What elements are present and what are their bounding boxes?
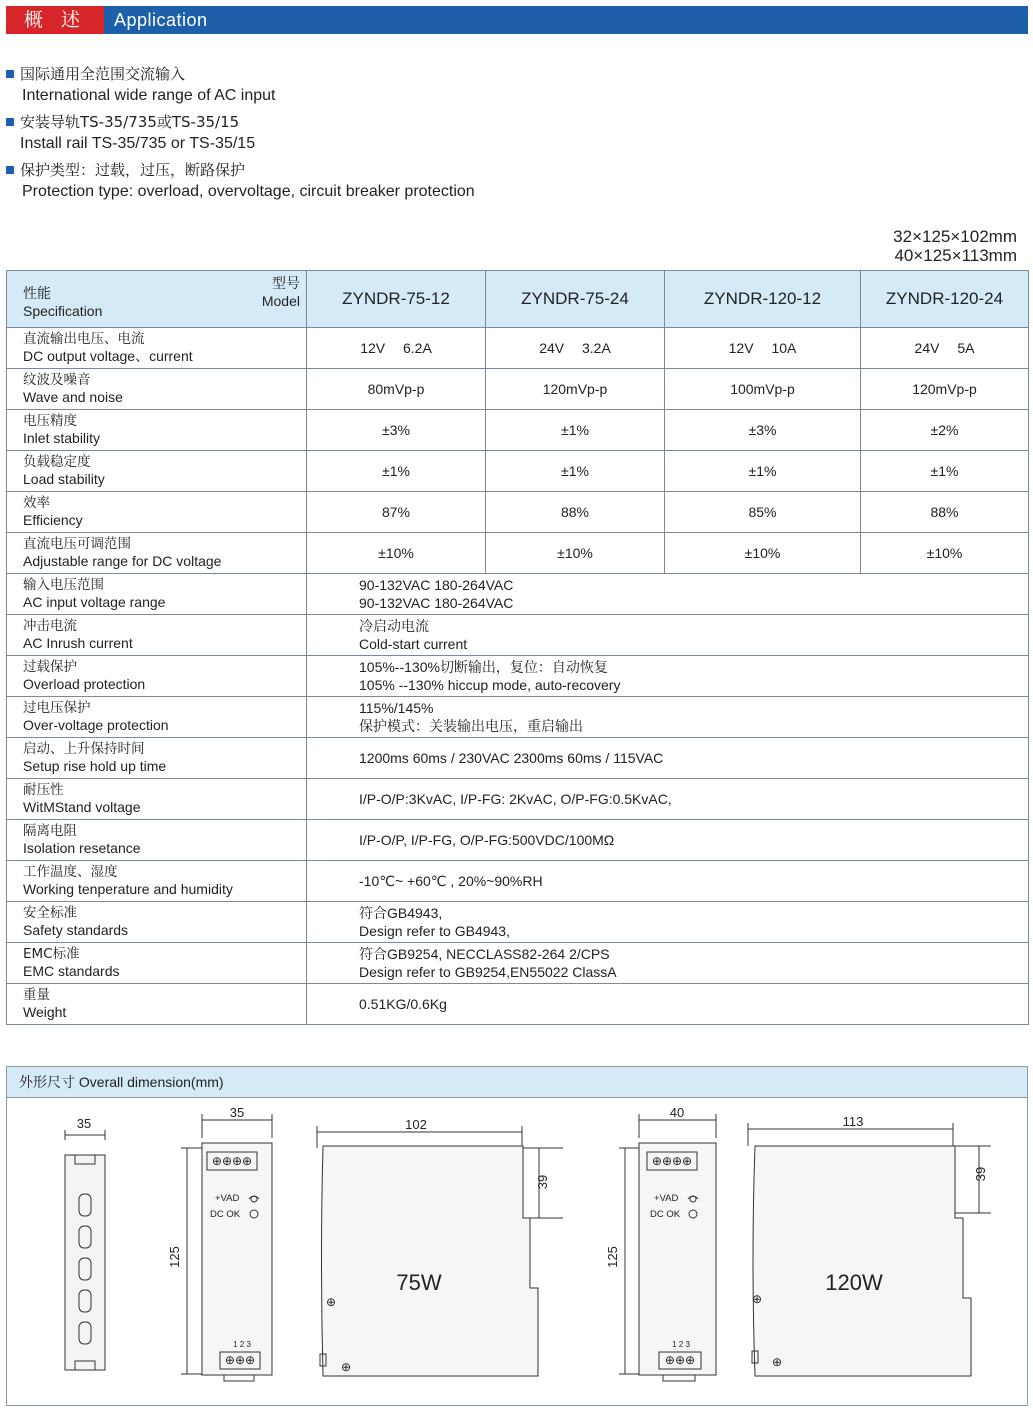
dimension-panel <box>6 1066 1028 1406</box>
svg-text:35: 35 <box>229 1105 245 1120</box>
table-cell: 80mVp-p <box>307 369 486 410</box>
svg-text:⊕: ⊕ <box>326 1295 337 1309</box>
table-cell: ±1% <box>486 451 665 492</box>
feature-3: 保护类型：过载，过压，断路保护 Protection type: overload, overvoltage, circuit breaker protection <box>6 160 475 202</box>
spec-table <box>6 270 1029 1025</box>
table-row <box>7 451 1029 492</box>
table-row <box>7 820 1029 861</box>
table-cell: 88% <box>486 492 665 533</box>
section-header <box>6 6 1028 34</box>
table-cell: 符合GB4943, Design refer to GB4943, <box>307 902 1029 943</box>
bullet-icon <box>6 118 14 126</box>
row-label: 输入电压范围 AC input voltage range <box>7 574 307 615</box>
row-label: 安全标准 Safety standards <box>7 902 307 943</box>
svg-text:⊕⊕⊕: ⊕⊕⊕ <box>664 1353 696 1367</box>
row-label: 直流输出电压、电流 DC output voltage、current <box>7 328 307 369</box>
svg-text:125: 125 <box>605 1246 620 1268</box>
table-row <box>7 492 1029 533</box>
table-row <box>7 697 1029 738</box>
section-header-zh: 概 述 <box>6 6 104 34</box>
row-label: 纹波及噪音 Wave and noise <box>7 369 307 410</box>
feature-1: 国际通用全范围交流输入 International wide range of AC input <box>6 64 276 106</box>
table-cell: 85% <box>665 492 861 533</box>
label-75w: 75W <box>396 1270 442 1295</box>
table-cell: 105%--130%切断输出，复位：自动恢复 105% --130% hiccup mode, auto-recovery <box>307 656 1029 697</box>
svg-text:+VAD: +VAD <box>654 1193 679 1204</box>
svg-text:⊕: ⊕ <box>772 1355 783 1369</box>
row-label: 负载稳定度 Load stability <box>7 451 307 492</box>
svg-text:⊕⊕⊕: ⊕⊕⊕ <box>224 1353 256 1367</box>
table-row <box>7 943 1029 984</box>
table-row <box>7 902 1029 943</box>
table-cell: 冷启动电流 Cold-start current <box>307 615 1029 656</box>
table-row <box>7 574 1029 615</box>
table-cell: 0.51KG/0.6Kg <box>307 984 1029 1025</box>
table-corner: 性能 Specification 型号 Model <box>7 271 307 328</box>
row-label: 电压精度 Inlet stability <box>7 410 307 451</box>
table-cell: ±10% <box>861 533 1029 574</box>
row-label: 过电压保护 Over-voltage protection <box>7 697 307 738</box>
din-rail-drawing <box>65 1116 105 1370</box>
section-header-en: Application <box>114 10 208 30</box>
table-row <box>7 410 1029 451</box>
table-cell: ±1% <box>307 451 486 492</box>
table-cell: 88% <box>861 492 1029 533</box>
table-cell: ±1% <box>861 451 1029 492</box>
row-label: EMC标准 EMC standards <box>7 943 307 984</box>
table-cell: 24V 3.2A <box>486 328 665 369</box>
table-row <box>7 984 1029 1025</box>
table-cell: ±10% <box>665 533 861 574</box>
row-label: 过载保护 Overload protection <box>7 656 307 697</box>
overall-dimensions: 32×125×102mm 40×125×113mm <box>893 227 1017 265</box>
table-row <box>7 533 1029 574</box>
table-row <box>7 615 1029 656</box>
label-120w: 120W <box>825 1270 883 1295</box>
svg-text:⊕⊕⊕⊕: ⊕⊕⊕⊕ <box>211 1154 253 1168</box>
dimension-drawings <box>7 1098 1027 1406</box>
feature-2: 安装导轨TS-35/735或TS-35/15 Install rail TS-35/735 or TS-35/15 <box>6 112 255 154</box>
row-label: 直流电压可调范围 Adjustable range for DC voltage <box>7 533 307 574</box>
svg-text:1 2 3: 1 2 3 <box>672 1340 690 1349</box>
bullet-icon <box>6 166 14 174</box>
table-row <box>7 369 1029 410</box>
table-cell: ±1% <box>486 410 665 451</box>
table-cell: ±1% <box>665 451 861 492</box>
row-label: 效率 Efficiency <box>7 492 307 533</box>
table-row <box>7 779 1029 820</box>
side-view-120w <box>748 1114 991 1376</box>
row-label: 隔离电阻 Isolation resetance <box>7 820 307 861</box>
table-row <box>7 328 1029 369</box>
svg-text:⊕: ⊕ <box>341 1360 352 1374</box>
table-cell: 12V 10A <box>665 328 861 369</box>
svg-text:40: 40 <box>669 1105 685 1120</box>
table-cell: ±10% <box>486 533 665 574</box>
table-cell: 符合GB9254, NECCLASS82-264 2/CPS Design refer to GB9254,EN55022 ClassA <box>307 943 1029 984</box>
table-cell: ±10% <box>307 533 486 574</box>
svg-text:+VAD: +VAD <box>215 1193 240 1204</box>
svg-text:125: 125 <box>167 1246 182 1268</box>
table-header-row <box>7 271 1029 328</box>
front-view-75w <box>167 1105 272 1381</box>
svg-text:39: 39 <box>973 1166 988 1182</box>
dimension-title: 外形尺寸 Overall dimension(mm) <box>7 1067 1027 1098</box>
table-cell: 90-132VAC 180-264VAC 90-132VAC 180-264VAC <box>307 574 1029 615</box>
svg-text:113: 113 <box>842 1114 864 1129</box>
table-cell: I/P-O/P, I/P-FG, O/P-FG:500VDC/100MΩ <box>307 820 1029 861</box>
svg-text:1 2 3: 1 2 3 <box>233 1340 251 1349</box>
front-view-120w <box>605 1105 716 1381</box>
table-cell: 100mVp-p <box>665 369 861 410</box>
row-label: 重量 Weight <box>7 984 307 1025</box>
table-row <box>7 861 1029 902</box>
table-cell: 1200ms 60ms / 230VAC 2300ms 60ms / 115VAC <box>307 738 1029 779</box>
row-label: 工作温度、湿度 Working tenperature and humidity <box>7 861 307 902</box>
svg-text:⊕⊕⊕⊕: ⊕⊕⊕⊕ <box>651 1154 693 1168</box>
table-cell: I/P-O/P:3KvAC, I/P-FG: 2KvAC, O/P-FG:0.5KvAC, <box>307 779 1029 820</box>
table-cell: ±2% <box>861 410 1029 451</box>
table-cell: 12V 6.2A <box>307 328 486 369</box>
row-label: 启动、上升保持时间 Setup rise hold up time <box>7 738 307 779</box>
model-header: ZYNDR-75-24 <box>486 271 665 328</box>
bullet-icon <box>6 70 14 78</box>
row-label: 冲击电流 AC Inrush current <box>7 615 307 656</box>
model-header: ZYNDR-120-12 <box>665 271 861 328</box>
svg-text:DC OK: DC OK <box>650 1209 681 1220</box>
model-header: ZYNDR-120-24 <box>861 271 1029 328</box>
side-view-75w <box>317 1117 563 1376</box>
table-cell: ±3% <box>307 410 486 451</box>
model-header: ZYNDR-75-12 <box>307 271 486 328</box>
row-label: 耐压性 WitMStand voltage <box>7 779 307 820</box>
table-cell: ±3% <box>665 410 861 451</box>
svg-text:39: 39 <box>535 1174 550 1190</box>
table-cell: -10℃~ +60℃ , 20%~90%RH <box>307 861 1029 902</box>
table-cell: 87% <box>307 492 486 533</box>
table-row <box>7 738 1029 779</box>
rail-width: 35 <box>76 1116 92 1131</box>
table-cell: 115%/145% 保护模式：关装输出电压，重启输出 <box>307 697 1029 738</box>
svg-text:⊕: ⊕ <box>752 1292 763 1306</box>
table-row <box>7 656 1029 697</box>
svg-text:DC OK: DC OK <box>210 1209 241 1220</box>
table-cell: 24V 5A <box>861 328 1029 369</box>
table-cell: 120mVp-p <box>486 369 665 410</box>
table-cell: 120mVp-p <box>861 369 1029 410</box>
svg-text:102: 102 <box>405 1117 427 1132</box>
